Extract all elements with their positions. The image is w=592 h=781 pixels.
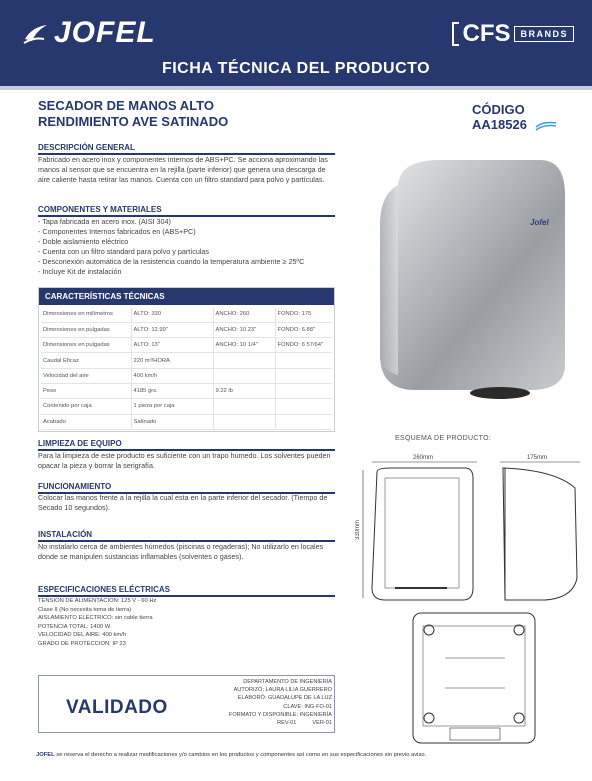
clave-line: CLAVE: ING-FO-01: [283, 703, 332, 710]
electricas-title: ESPECIFICACIONES ELÉCTRICAS: [38, 585, 335, 597]
rev-label: REV-01: [277, 720, 297, 727]
side-view: [500, 462, 580, 600]
table-cell: [213, 414, 275, 429]
product-name-line1: SECADOR DE MANOS ALTO: [38, 98, 214, 113]
table-cell: 4185 grs.: [131, 383, 213, 398]
caracteristicas-title: CARACTERÍSTICAS TÉCNICAS: [39, 288, 334, 305]
codigo-value: AA18526: [472, 117, 527, 132]
componentes-title: COMPONENTES Y MATERIALES: [38, 205, 335, 217]
table-cell: [275, 414, 332, 429]
table-cell: [275, 368, 332, 383]
table-cell: [213, 399, 275, 414]
front-view: [363, 462, 477, 600]
table-row: [41, 383, 332, 398]
jofel-swirl-icon: [22, 19, 50, 47]
product-photo: [370, 155, 570, 400]
width-label: 260mm: [413, 455, 434, 461]
table-cell: 220 m³/HORA: [131, 353, 213, 368]
descripcion-text: Fabricado en acero inox y componentes internos de ABS+PC. Se acciona aproximando las manos al sensor que se encuentra en la rejilla (parte inferior) que genera una descarga de aire caliente hasta retirar las manos. Cuenta con un filtro standard para polvo y partículas.: [38, 155, 328, 184]
electricas-list: [38, 597, 338, 649]
jofel-logo: [22, 16, 156, 50]
product-name-line2: RENDIMIENTO AVE SATINADO: [38, 114, 229, 129]
cfs-brands-logo: [452, 20, 574, 48]
caracteristicas-box: [38, 287, 335, 432]
table-cell: ANCHO: 10 1/4": [213, 338, 275, 353]
cfs-logo-text: CFS: [462, 20, 511, 47]
dept-line: DEPARTAMENTO DE INGENIERÍA: [243, 679, 332, 685]
table-cell: 1 pieza por caja: [131, 399, 213, 414]
cfs-bracket-icon: [452, 22, 459, 46]
ver-label: VER-01: [312, 720, 332, 727]
table-row: [41, 353, 332, 368]
table-cell: Satinado: [131, 414, 213, 429]
product-schema-diagram: [355, 448, 585, 748]
limpieza-title: LIMPIEZA DE EQUIPO: [38, 439, 335, 451]
table-cell: 400 km/h: [131, 368, 213, 383]
table-cell: ALTO: 330: [131, 307, 213, 322]
table-cell: [213, 368, 275, 383]
product-name: [38, 98, 338, 130]
table-row: [41, 322, 332, 337]
table-row: [41, 338, 332, 353]
table-cell: Peso: [41, 383, 131, 398]
descripcion-title: DESCRIPCIÓN GENERAL: [38, 143, 335, 155]
list-item: - Componentes Internos fabricados en (ABS+PC): [38, 227, 196, 236]
table-cell: [275, 399, 332, 414]
formato-line: FORMATO Y DISPONIBLE: INGENIERÍA: [228, 711, 332, 718]
list-item: POTENCIA TOTAL: 1400 W: [38, 623, 111, 630]
list-item: - Cuenta con un filtro standard para polvo y partículas: [38, 247, 209, 256]
table-cell: ANCHO: 10.23": [213, 322, 275, 337]
instalacion-title: INSTALACIÓN: [38, 530, 335, 542]
product-code: [472, 102, 557, 132]
brands-logo-text: BRANDS: [514, 26, 574, 42]
table-cell: [275, 383, 332, 398]
funcionamiento-text: Colocar las manos frente a la rejilla la cual esta en la parte inferior del secador. (Tiempo de Secado 10 segundos).: [38, 493, 328, 512]
list-item: - Incluye Kit de instalación: [38, 267, 122, 276]
footer-disclaimer: [36, 752, 576, 758]
waves-icon: [535, 121, 557, 131]
componentes-list: [38, 217, 338, 277]
caracteristicas-table: [41, 307, 332, 430]
codigo-label: CÓDIGO: [472, 102, 525, 117]
table-row: [41, 368, 332, 383]
footer-brand: JOFEL: [36, 752, 55, 758]
list-item: GRADO DE PROTECCION: IP 23: [38, 640, 126, 647]
table-row: [41, 414, 332, 429]
header-band: [0, 0, 592, 90]
validado-label: VALIDADO: [66, 697, 168, 718]
table-cell: ALTO: 12.99": [131, 322, 213, 337]
jofel-logo-text: JOFEL: [54, 16, 156, 49]
table-row: [41, 307, 332, 322]
depth-label: 175mm: [527, 455, 548, 461]
autorizo-line: AUTORIZÓ: LAURA LILIA GUERRERO: [233, 687, 332, 694]
back-view: [413, 613, 535, 743]
validation-details: [205, 678, 332, 727]
limpieza-text: Para la limpieza de este producto es suficiente con un trapo humedo. Los solventes pueden opacar la pieza y borrar la serigrafía.: [38, 451, 331, 470]
elaboro-line: ELABORÓ: GUADALUPE DE LA LUZ: [237, 695, 332, 702]
list-item: TENSION DE ALIMENTACION: 125 V - 60 Hz: [38, 598, 157, 604]
table-cell: FONDO: 6 57/64": [275, 338, 332, 353]
table-cell: FONDO: 6.88": [275, 322, 332, 337]
table-cell: Acabado: [41, 414, 131, 429]
table-cell: Dimensiones en milímetros: [41, 307, 131, 322]
footer-text: se reserva el derecho a realizar modificaciones y/o cambios en los productos y componentes así como en sus especificaciones sin previo aviso.: [54, 752, 427, 758]
list-item: Clase II (No necesita toma de tierra): [38, 606, 132, 613]
table-cell: ANCHO: 260: [213, 307, 275, 322]
list-item: AISLAMIENTO ELECTRICO: sin cable tierra: [38, 615, 153, 622]
table-cell: Dimensiones en pulgadas: [41, 338, 131, 353]
table-cell: 9.22 lb: [213, 383, 275, 398]
funcionamiento-title: FUNCIONAMIENTO: [38, 482, 335, 494]
table-cell: FONDO: 175: [275, 307, 332, 322]
esquema-title: ESQUEMA DE PRODUCTO:: [395, 435, 492, 442]
table-row: [41, 399, 332, 414]
photo-logo-text: Jofel: [530, 218, 549, 227]
list-item: VELOCIDAD DEL AIRE: 400 km/h: [38, 632, 127, 639]
table-cell: [275, 353, 332, 368]
table-cell: [213, 353, 275, 368]
instalacion-text: No instalarlo cerca de ambientes húmedos (piscinas o regaderas); No utilizarlo en locales donde se manipulen sustancias inflamables (solventes o gases).: [38, 542, 324, 561]
table-cell: Caudal Eficaz: [41, 353, 131, 368]
table-cell: ALTO: 13": [131, 338, 213, 353]
table-cell: Contenido por caja: [41, 399, 131, 414]
page-title: FICHA TÉCNICA DEL PRODUCTO: [161, 60, 431, 77]
table-cell: Dimensiones en pulgadas: [41, 322, 131, 337]
height-label: 330mm: [355, 519, 361, 540]
list-item: - Doble aislamiento eléctrico: [38, 237, 129, 246]
list-item: - Desconexión automática de la resistencia cuando la temperatura ambiente ≥ 25ºC: [38, 257, 305, 266]
table-cell: Velocidad del aire: [41, 368, 131, 383]
list-item: - Tapa fabricada en acero inox. (AISI 304): [38, 217, 171, 226]
